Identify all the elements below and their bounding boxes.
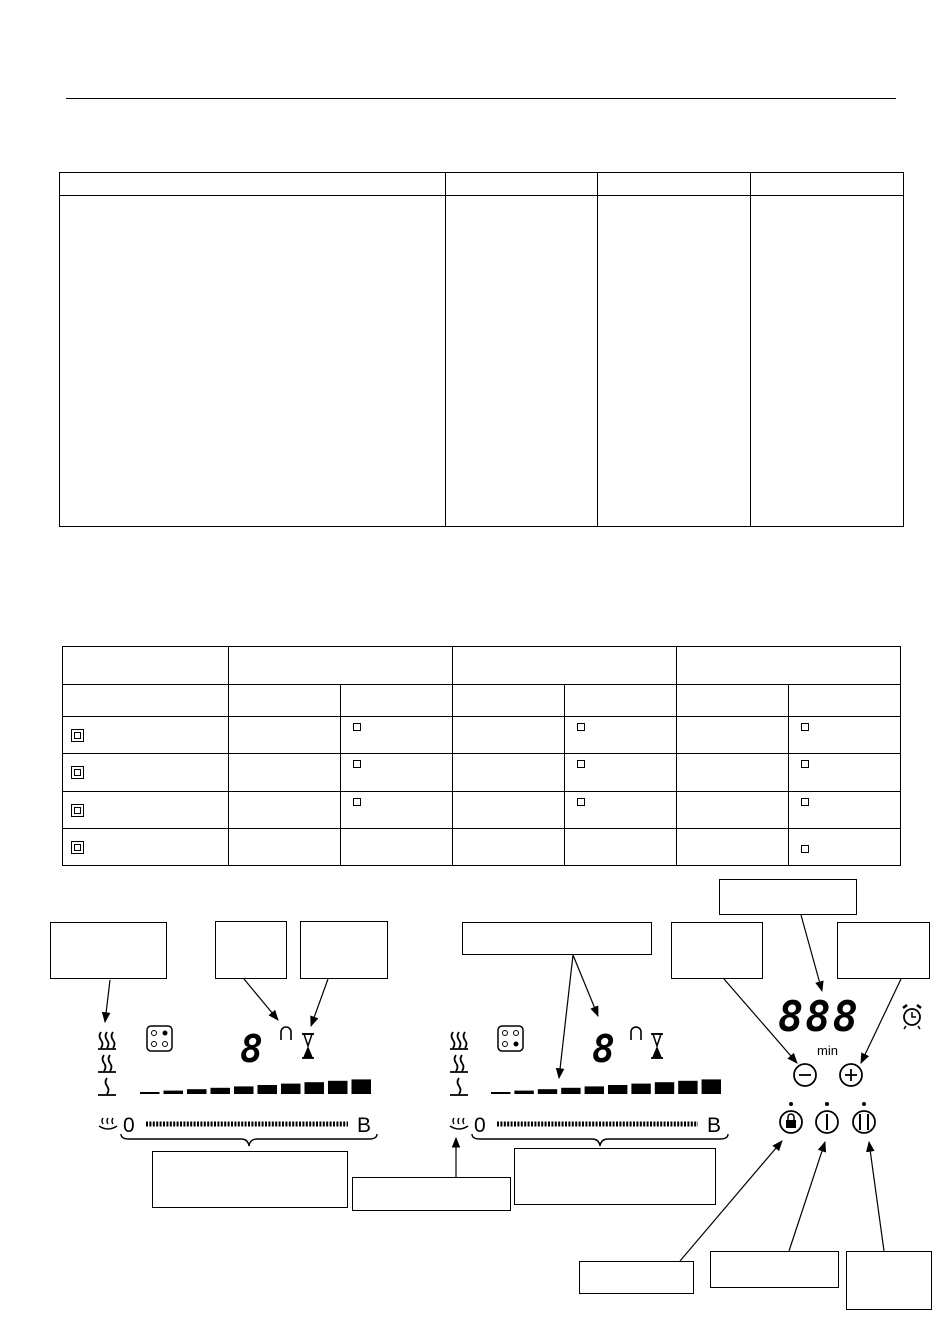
power-bar-segment xyxy=(140,1092,160,1094)
power-bar-segment xyxy=(585,1086,604,1094)
slider-scale-start-left: 0 xyxy=(123,1114,135,1137)
power-bar-segment xyxy=(352,1079,372,1094)
power-bar-segment xyxy=(234,1086,254,1094)
heat-level-low-icon xyxy=(98,1078,116,1095)
power-level-bars-left xyxy=(140,1079,371,1094)
timer-unit-label: min xyxy=(817,1043,838,1058)
pause-icon[interactable] xyxy=(853,1111,875,1133)
power-bar-segment xyxy=(561,1088,580,1094)
power-bar-segment xyxy=(702,1079,721,1094)
hourglass-icon xyxy=(651,1034,663,1058)
heat-level-high-icon xyxy=(450,1032,468,1049)
alarm-clock-icon xyxy=(903,1005,921,1029)
slider-scale-start-right: 0 xyxy=(474,1114,486,1137)
power-bar-segment xyxy=(631,1084,650,1094)
power-bar-segment xyxy=(211,1088,231,1094)
brace-right xyxy=(472,1134,728,1146)
slider-scale-end-left: B xyxy=(357,1114,372,1137)
minus-icon[interactable] xyxy=(794,1064,816,1086)
arch-indicator-icon xyxy=(281,1027,291,1040)
power-bar-segment xyxy=(655,1082,674,1094)
power-indicator-led xyxy=(825,1102,829,1106)
pause-indicator-led xyxy=(862,1102,866,1106)
heat-level-high-icon xyxy=(98,1032,116,1049)
lock-icon[interactable] xyxy=(780,1111,802,1133)
timer-display: 888 xyxy=(778,992,860,1041)
zone-digit-display: 8 xyxy=(240,1027,263,1071)
zone-digit-display: 8 xyxy=(592,1027,615,1071)
heat-level-medium-icon xyxy=(450,1055,468,1072)
brace-left xyxy=(121,1134,377,1146)
power-bar-segment xyxy=(678,1081,697,1094)
arch-indicator-icon xyxy=(631,1027,641,1040)
cooktop-zones-icon[interactable] xyxy=(147,1026,172,1051)
keep-warm-icon[interactable] xyxy=(99,1118,117,1129)
heat-level-medium-icon xyxy=(98,1055,116,1072)
power-icon[interactable] xyxy=(816,1111,838,1133)
power-bar-segment xyxy=(491,1092,510,1094)
power-bar-segment xyxy=(305,1082,325,1094)
slider-scale-end-right: B xyxy=(707,1114,722,1137)
power-level-bars-right xyxy=(491,1079,721,1094)
cooktop-zones-icon[interactable] xyxy=(498,1026,523,1051)
keep-warm-icon[interactable] xyxy=(450,1118,468,1129)
hourglass-icon xyxy=(302,1034,314,1058)
power-bar-segment xyxy=(514,1091,533,1094)
plus-icon[interactable] xyxy=(840,1064,862,1086)
power-bar-segment xyxy=(608,1085,627,1094)
power-bar-segment xyxy=(187,1089,207,1094)
power-bar-segment xyxy=(258,1085,278,1094)
power-bar-segment xyxy=(538,1089,557,1094)
lock-indicator-led xyxy=(789,1102,793,1106)
power-bar-segment xyxy=(281,1084,301,1094)
power-bar-segment xyxy=(328,1081,348,1094)
power-bar-segment xyxy=(164,1091,184,1094)
heat-level-low-icon xyxy=(450,1078,468,1095)
